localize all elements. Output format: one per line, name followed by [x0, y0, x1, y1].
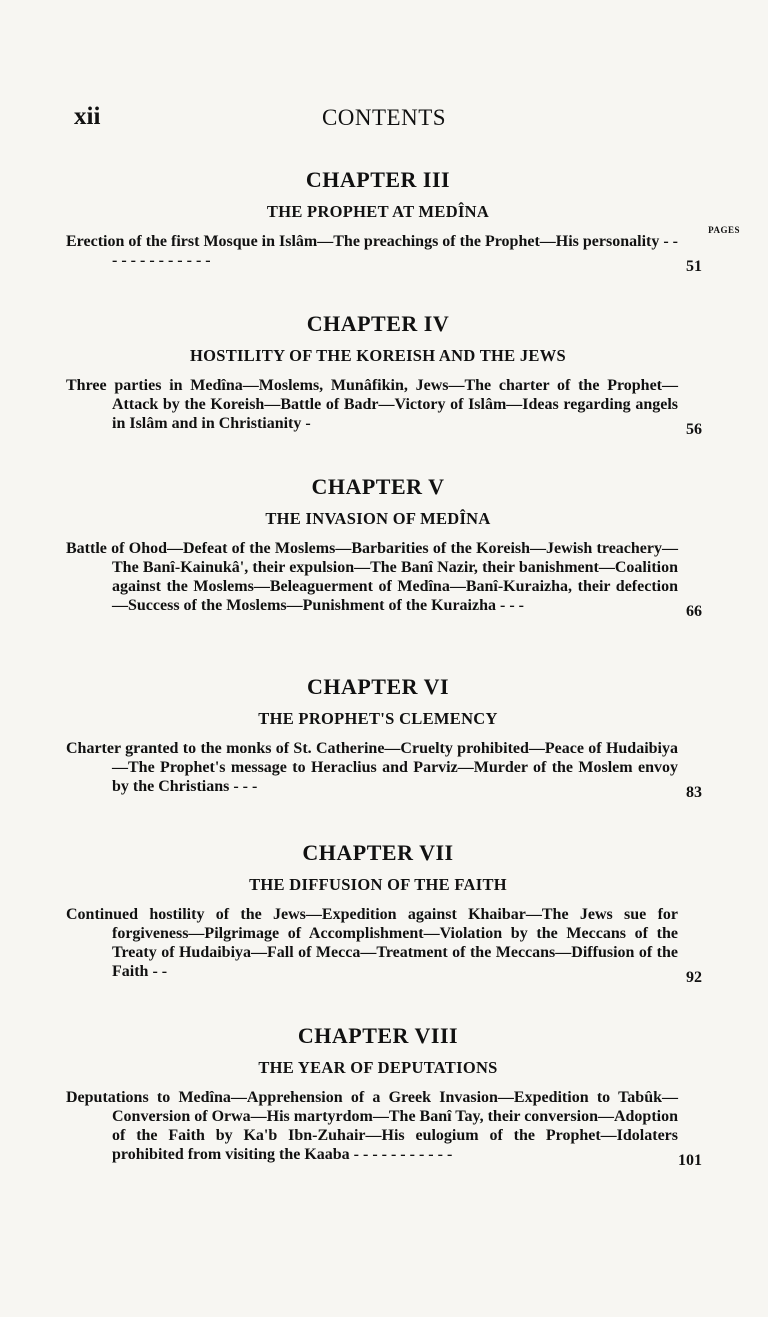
chapter-page-ref: 66: [686, 603, 702, 620]
chapter-summary-row: [66, 376, 702, 438]
chapter-heading: CHAPTER VIII: [297, 1023, 459, 1048]
chapter-summary: Continued hostility of the Jews—Expedition against Khaibar—The Jews sue for forgiveness—Pilgrimage of Accomplishment—Violation by the Meccans of the Treaty of Hudaibiya—Fall of Mecca—Treatment of the Meccans—Diffusion of the Faith - -: [66, 906, 678, 980]
chapter-summary: Deputations to Medîna—Apprehension of a Greek Invasion—Expedition to Tabûk—Conversion of Orwa—His martyrdom—The Banî Tay, their conversion—Adoption of the Faith by Ka'b Ibn-Zuhair—His eulogium of the Prophet—Idolaters prohibited from visiting the Kaaba - - - - - - - - - - -: [66, 1089, 678, 1163]
chapter-summary-row: [66, 739, 702, 801]
chapter-entry-4: [66, 310, 702, 438]
chapter-entry-8: [66, 1022, 702, 1169]
chapter-summary-row: [66, 539, 702, 620]
chapter-page-ref: 83: [686, 784, 702, 801]
chapter-summary: Three parties in Medîna—Moslems, Munâfikin, Jews—The charter of the Prophet—Attack by the Koreish—Battle of Badr—Victory of Islâm—Ideas regarding angels in Islâm and in Christianity -: [66, 377, 678, 432]
chapter-title: THE DIFFUSION OF THE FAITH: [249, 875, 507, 894]
chapter-summary-row: [66, 232, 702, 275]
chapter-title: THE PROPHET'S CLEMENCY: [258, 709, 498, 728]
chapter-page-ref: 101: [678, 1152, 702, 1169]
chapter-heading: CHAPTER VII: [302, 840, 454, 865]
chapter-summary-row: [66, 905, 702, 986]
chapter-title: THE INVASION OF MEDÎNA: [265, 509, 491, 528]
page-number: xii: [74, 103, 101, 130]
chapter-heading: CHAPTER III: [305, 167, 451, 192]
chapter-title: THE YEAR OF DEPUTATIONS: [258, 1058, 498, 1077]
chapter-title: THE PROPHET AT MEDÎNA: [266, 202, 490, 221]
chapter-entry-7: [66, 839, 702, 986]
chapter-page-ref: 56: [686, 421, 702, 438]
chapter-heading: CHAPTER VI: [306, 674, 450, 699]
chapter-heading: CHAPTER IV: [306, 311, 450, 336]
chapter-summary: Charter granted to the monks of St. Catherine—Cruelty prohibited—Peace of Hudaibiya—The Prophet's message to Heraclius and Parviz—Murder of the Moslem envoy by the Christians - - -: [66, 740, 678, 795]
chapter-summary: Battle of Ohod—Defeat of the Moslems—Barbarities of the Koreish—Jewish treachery—The Banî-Kainukâ', their expulsion—The Banî Nazir, their banishment—Coalition against the Moslems—Beleaguerment of Medîna—Banî-Kuraizha, their defection—Success of the Moslems—Punishment of the Kuraizha - - -: [66, 540, 678, 614]
chapter-entry-5: [66, 473, 702, 620]
chapter-summary: Erection of the first Mosque in Islâm—The preachings of the Prophet—His personality - - - - - - - - - - - - -: [66, 233, 678, 269]
chapter-entry-6: [66, 673, 702, 801]
running-head: [0, 103, 768, 137]
chapter-entry-3: [66, 166, 702, 275]
pages-column-label: PAGES: [708, 225, 740, 235]
chapter-heading: CHAPTER V: [311, 474, 445, 499]
chapter-title: HOSTILITY OF THE KOREISH AND THE JEWS: [189, 346, 567, 365]
page-title: CONTENTS: [321, 105, 447, 130]
chapter-summary-row: [66, 1088, 702, 1169]
chapter-page-ref: 92: [686, 969, 702, 986]
chapter-page-ref: 51: [686, 258, 702, 275]
